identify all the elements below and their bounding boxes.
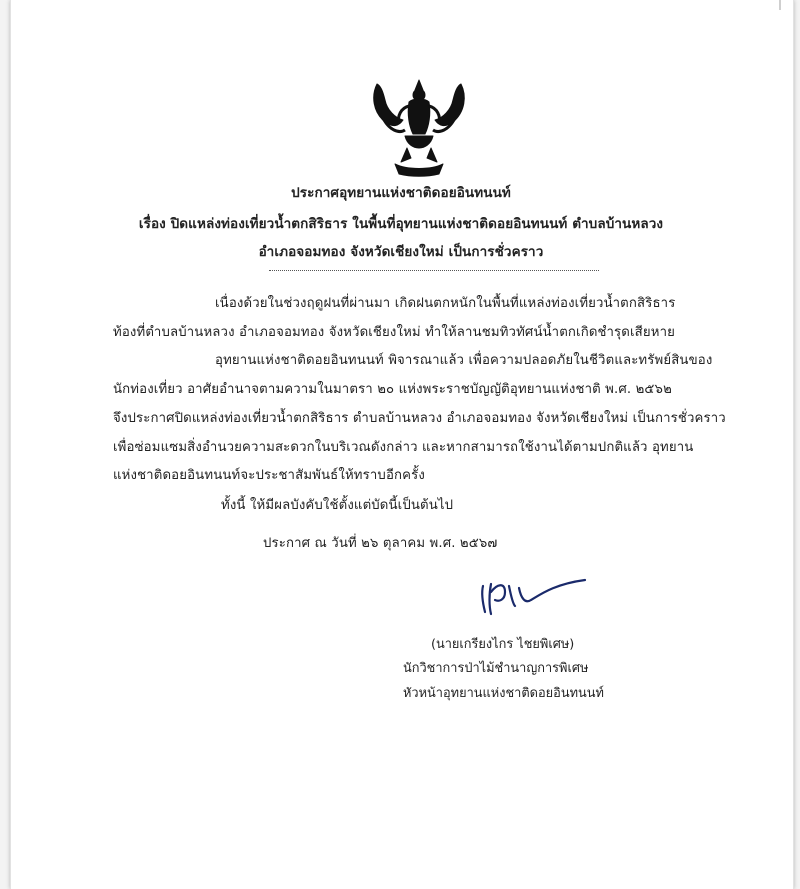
announcement-date: ประกาศ ณ วันที่ ๒๖ ตุลาคม พ.ศ. ๒๕๖๗ xyxy=(263,536,498,551)
signatory-title: หัวหน้าอุทยานแห่งชาติดอยอินทนนท์ xyxy=(403,686,604,701)
page-edge-mark xyxy=(779,0,781,10)
handwritten-signature-icon xyxy=(475,570,595,620)
garuda-emblem-icon xyxy=(367,78,471,178)
body-line-4: นักท่องเที่ยว อาศัยอำนาจตามความในมาตรา ๒๐ แห่งพระราชบัญญัติอุทยานแห่งชาติ พ.ศ. ๒๕๖๒ xyxy=(113,382,672,397)
closing-line: ทั้งนี้ ให้มีผลบังคับใช้ตั้งแต่บัดนี้เป็นต้นไป xyxy=(221,498,454,513)
subject-line-continued: อำเภอจอมทอง จังหวัดเชียงใหม่ เป็นการชั่วคราว xyxy=(258,244,544,260)
body-line-5: จึงประกาศปิดแหล่งท่องเที่ยวน้ำตกสิริธาร ตำบลบ้านหลวง อำเภอจอมทอง จังหวัดเชียงใหม่ เป็นการชั่วคราว xyxy=(113,411,726,426)
document-page xyxy=(10,0,794,889)
announcement-heading: ประกาศอุทยานแห่งชาติดอยอินทนนท์ xyxy=(291,185,511,201)
body-line-1: เนื่องด้วยในช่วงฤดูฝนที่ผ่านมา เกิดฝนตกหนักในพื้นที่แหล่งท่องเที่ยวน้ำตกสิริธาร xyxy=(215,296,676,311)
body-line-7: แห่งชาติดอยอินทนนท์จะประชาสัมพันธ์ให้ทราบอีกครั้ง xyxy=(113,468,425,483)
body-line-2: ท้องที่ตำบลบ้านหลวง อำเภอจอมทอง จังหวัดเชียงใหม่ ทำให้ลานชมทิวทัศน์น้ำตกเกิดชำรุดเสียหาย xyxy=(113,325,676,340)
body-line-6: เพื่อซ่อมแซมสิ่งอำนวยความสะดวกในบริเวณดังกล่าว และหากสามารถใช้งานได้ตามปกติแล้ว อุทยาน xyxy=(113,440,694,455)
signatory-position: นักวิชาการป่าไม้ชำนาญการพิเศษ xyxy=(403,661,589,676)
signatory-name: (นายเกรียงไกร ไชยพิเศษ) xyxy=(431,637,575,652)
body-line-3: อุทยานแห่งชาติดอยอินทนนท์ พิจารณาแล้ว เพื่อความปลอดภัยในชีวิตและทรัพย์สินของ xyxy=(215,353,713,368)
dotted-separator xyxy=(269,270,599,271)
subject-line: เรื่อง ปิดแหล่งท่องเที่ยวน้ำตกสิริธาร ในพื้นที่อุทยานแห่งชาติดอยอินทนนท์ ตำบลบ้านหลวง xyxy=(138,216,664,232)
